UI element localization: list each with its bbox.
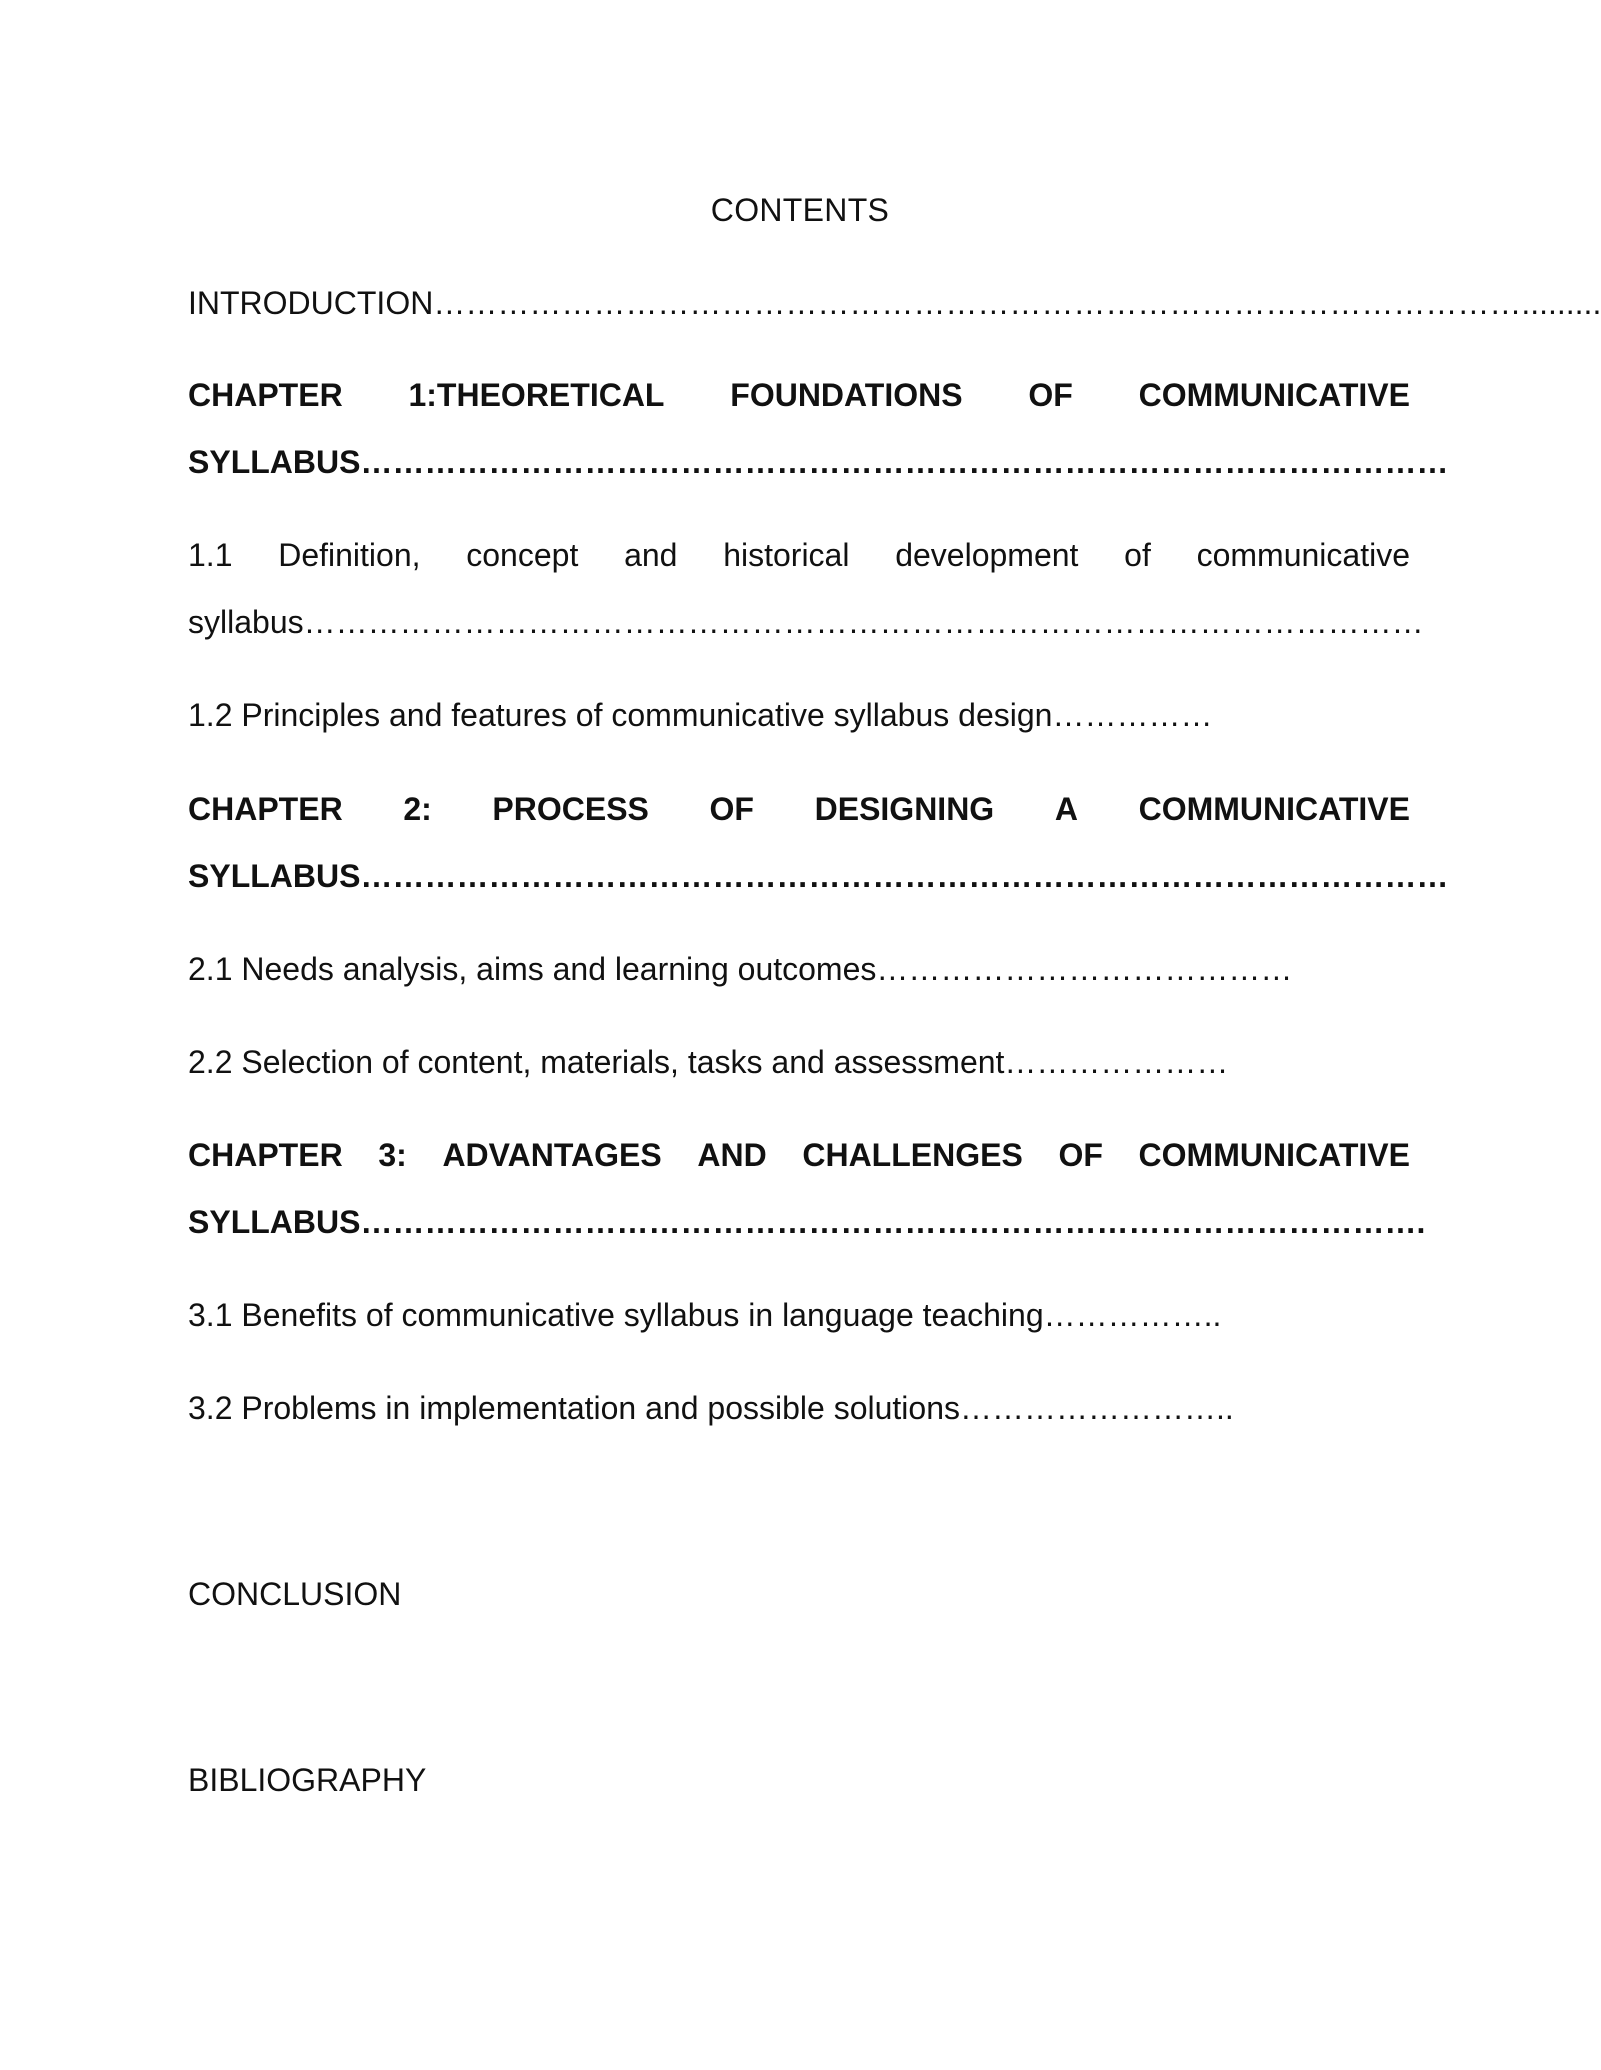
- toc-word: CHAPTER: [188, 791, 343, 827]
- toc-word: and: [624, 537, 678, 573]
- toc-word: Definition,: [278, 537, 421, 573]
- toc-word: of: [1124, 537, 1151, 573]
- toc-entry-chapter-2-line-1: [188, 789, 1410, 829]
- toc-word: A: [1054, 791, 1078, 827]
- toc-entry-chapter-3-line-2: SYLLABUS……………………………………………………………………………………….: [188, 1204, 1426, 1240]
- toc-entry-section-1-1-line-1: [188, 535, 1410, 575]
- toc-word: 1:THEORETICAL: [408, 377, 665, 413]
- toc-word: ADVANTAGES: [442, 1137, 662, 1173]
- toc-word: concept: [466, 537, 579, 573]
- toc-word: OF: [709, 791, 754, 827]
- toc-word: development: [895, 537, 1079, 573]
- toc-word: FOUNDATIONS: [730, 377, 963, 413]
- toc-entry-section-1-2: 1.2 Principles and features of communicative syllabus design……………: [188, 697, 1213, 733]
- toc-entry-chapter-1-line-2: SYLLABUS…………………………………………………………………………………………: [188, 444, 1449, 480]
- toc-entry-section-2-1: 2.1 Needs analysis, aims and learning outcomes…………………………………: [188, 951, 1293, 987]
- toc-entry-section-1-1-line-2: syllabus……………………………………………………………………………………………: [188, 604, 1424, 640]
- toc-word: COMMUNICATIVE: [1138, 377, 1410, 413]
- toc-word: OF: [1058, 1137, 1103, 1173]
- toc-word: PROCESS: [492, 791, 649, 827]
- toc-entry-section-3-2: 3.2 Problems in implementation and possible solutions……………………..: [188, 1390, 1234, 1426]
- toc-word: OF: [1028, 377, 1073, 413]
- toc-entry-chapter-3-line-1: [188, 1135, 1410, 1175]
- toc-word: communicative: [1196, 537, 1410, 573]
- toc-word: 1.1: [188, 537, 233, 573]
- toc-entry-section-2-2: 2.2 Selection of content, materials, tasks and assessment…………………: [188, 1044, 1229, 1080]
- contents-title: CONTENTS: [710, 192, 890, 228]
- toc-word: COMMUNICATIVE: [1138, 1137, 1410, 1173]
- toc-word: 3:: [378, 1137, 407, 1173]
- toc-entry-chapter-2-line-2: SYLLABUS…………………………………………………………………………………………: [188, 858, 1449, 894]
- toc-word: 2:: [403, 791, 432, 827]
- toc-word: CHAPTER: [188, 377, 343, 413]
- toc-word: COMMUNICATIVE: [1138, 791, 1410, 827]
- toc-entry-section-3-1: 3.1 Benefits of communicative syllabus in language teaching……………..: [188, 1297, 1222, 1333]
- toc-word: AND: [697, 1137, 767, 1173]
- toc-word: CHAPTER: [188, 1137, 343, 1173]
- toc-word: CHALLENGES: [802, 1137, 1023, 1173]
- toc-word: DESIGNING: [814, 791, 995, 827]
- toc-word: historical: [723, 537, 850, 573]
- toc-entry-conclusion: CONCLUSION: [188, 1576, 402, 1612]
- toc-entry-chapter-1-line-1: [188, 375, 1410, 415]
- toc-entry-bibliography: BIBLIOGRAPHY: [188, 1762, 427, 1798]
- toc-entry-introduction: INTRODUCTION………………………………………………………………………………………….........: [188, 285, 1601, 321]
